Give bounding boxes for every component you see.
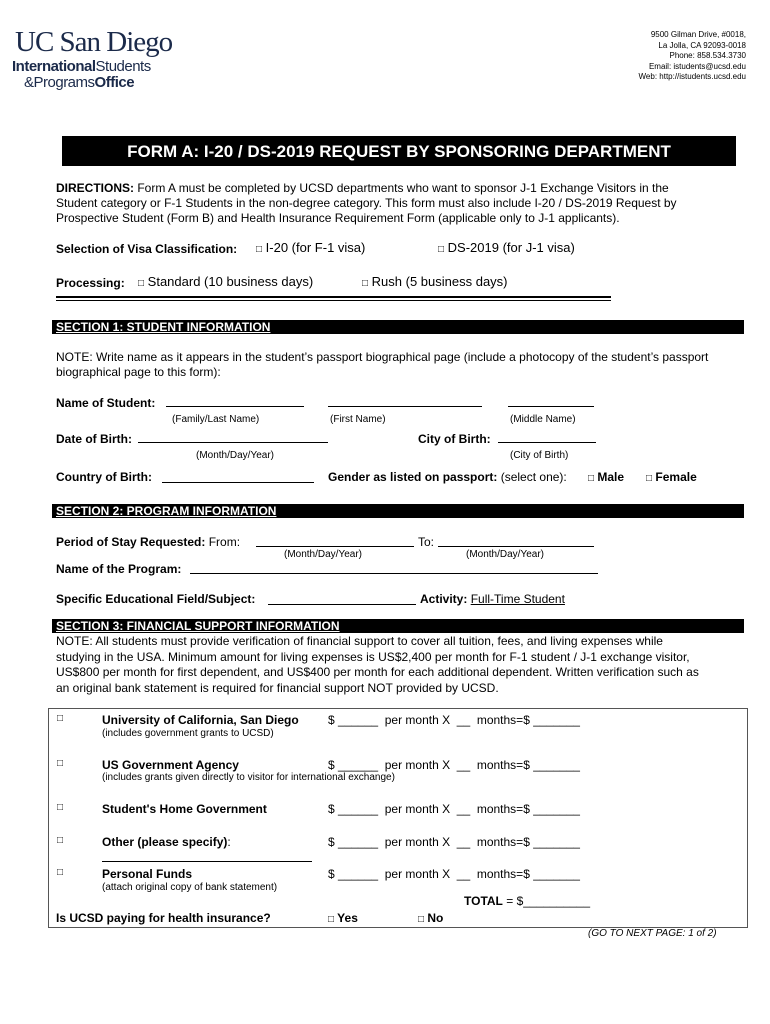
program-label: Name of the Program: <box>56 562 182 576</box>
funding-source-us-government: US Government Agency <box>102 758 239 772</box>
insurance-no-option[interactable]: □ No <box>418 911 444 925</box>
gender-select-hint: (select one): <box>500 470 567 484</box>
processing-option-rush[interactable]: □ Rush (5 business days) <box>362 274 508 289</box>
funding-source-home-government: Student's Home Government <box>102 802 267 816</box>
city-of-birth-hint: (City of Birth) <box>510 450 569 461</box>
period-label: Period of Stay Requested: <box>56 535 206 549</box>
funding-checkbox-ucsd[interactable]: □ <box>57 713 64 724</box>
funding-amount-row-other[interactable]: $ ______ per month X __ months=$ _______ <box>328 835 580 849</box>
directions <box>56 181 756 226</box>
funding-amount-row-personal-funds[interactable]: $ ______ per month X __ months=$ _______ <box>328 867 580 881</box>
family-name-field[interactable] <box>166 406 304 407</box>
funding-source-us-government-note: (includes grants given directly to visitor for international exchange) <box>102 772 395 783</box>
logo-line3: &ProgramsOffice <box>24 74 135 91</box>
country-of-birth-label: Country of Birth: <box>56 470 152 484</box>
divider-double <box>56 296 611 301</box>
address-street: 9500 Gilman Drive, #0018, <box>650 30 746 39</box>
activity-label: Activity: <box>420 592 468 606</box>
first-name-field[interactable] <box>328 406 482 407</box>
period-row <box>56 535 240 549</box>
first-name-hint: (First Name) <box>330 414 386 425</box>
visa-option-i20[interactable]: □ I-20 (for F-1 visa) <box>256 240 366 255</box>
insurance-label: Is UCSD paying for health insurance? <box>56 911 271 925</box>
period-to-field[interactable] <box>438 546 594 547</box>
section1-title: SECTION 1: STUDENT INFORMATION <box>56 320 271 334</box>
address-phone: Phone: 858.534.3730 <box>669 51 746 60</box>
funding-source-personal-funds: Personal Funds <box>102 867 193 881</box>
address-city: La Jolla, CA 92093-0018 <box>658 40 746 50</box>
directions-label: DIRECTIONS: <box>56 181 134 195</box>
funding-source-ucsd: University of California, San Diego <box>102 713 299 727</box>
address-web: Web: http://istudents.ucsd.edu <box>638 72 746 81</box>
insurance-yes-option[interactable]: □ Yes <box>328 911 358 925</box>
gender-label: Gender as listed on passport: <box>328 470 498 484</box>
funding-checkbox-home-government[interactable]: □ <box>57 802 64 813</box>
funding-amount-row-us-government[interactable]: $ ______ per month X __ months=$ _______ <box>328 758 580 772</box>
gender-row <box>328 470 567 484</box>
directions-line3: Prospective Student (Form B) and Health Insurance Requirement Form (applicable only to J-1 applicants). <box>56 211 620 225</box>
period-to-label: To: <box>418 535 435 549</box>
dob-field[interactable] <box>138 442 328 443</box>
logo-line2: InternationalStudents <box>12 58 151 75</box>
processing-label: Processing: <box>56 276 125 290</box>
funding-checkbox-personal-funds[interactable]: □ <box>57 867 64 878</box>
activity-row <box>420 592 565 606</box>
middle-name-hint: (Middle Name) <box>510 414 576 425</box>
field-label: Specific Educational Field/Subject: <box>56 592 256 606</box>
program-field[interactable] <box>190 573 598 574</box>
activity-value: Full-Time Student <box>470 592 565 606</box>
section3-note: NOTE: All students must provide verification of financial support to cover all tuition, fees, and living expenses while studying in the USA. Minimum amount for living expenses is US$2,400 per month for F-1 student / J-1 exchange visitor, US$800 per month for first dependent, and US$400 per month for each additional dependent. Written verification such as an original bank statement is required for financial support NOT provided by UCSD. <box>56 634 699 695</box>
funding-checkbox-other[interactable]: □ <box>57 835 64 846</box>
checkbox-icon[interactable]: □ <box>588 473 595 484</box>
funding-source-personal-funds-note: (attach original copy of bank statement) <box>102 882 278 893</box>
section1-header <box>52 320 744 334</box>
total-label: TOTAL <box>464 894 503 908</box>
funding-source-other: Other (please specify): <box>102 835 231 849</box>
dob-label: Date of Birth: <box>56 432 132 446</box>
section2-header <box>52 504 744 518</box>
dob-hint: (Month/Day/Year) <box>196 450 274 461</box>
section2-title: SECTION 2: PROGRAM INFORMATION <box>56 504 277 518</box>
other-specify-field[interactable] <box>102 861 312 862</box>
visa-option-ds2019[interactable]: □ DS-2019 (for J-1 visa) <box>438 240 575 255</box>
total-row[interactable]: TOTAL = $__________ <box>464 894 590 908</box>
period-from-hint: (Month/Day/Year) <box>284 549 362 560</box>
period-to-hint: (Month/Day/Year) <box>466 549 544 560</box>
family-name-hint: (Family/Last Name) <box>172 414 260 425</box>
address-email: Email: istudents@ucsd.edu <box>648 61 746 71</box>
directions-line2: Student category or F-1 Students in the non-degree category. This form must also include I-20 / DS-2019 Request by <box>56 196 677 210</box>
directions-line1: Form A must be completed by UCSD departments who want to sponsor J-1 Exchange Visitors in the <box>137 181 669 195</box>
funding-checkbox-us-government[interactable]: □ <box>57 758 64 769</box>
checkbox-icon[interactable]: □ <box>138 278 145 289</box>
section3-title: SECTION 3: FINANCIAL SUPPORT INFORMATION <box>56 619 340 633</box>
footer-next-page: (GO TO NEXT PAGE: 1 of 2) <box>588 928 717 939</box>
checkbox-icon[interactable]: □ <box>438 244 445 255</box>
total-field[interactable]: __________ <box>523 894 590 908</box>
processing-option-standard[interactable]: □ Standard (10 business days) <box>138 274 314 289</box>
gender-male-option[interactable]: □ Male <box>588 470 625 484</box>
country-of-birth-field[interactable] <box>162 482 314 483</box>
visa-label: Selection of Visa Classification: <box>56 242 238 256</box>
address-block <box>639 30 746 83</box>
logo-ucsd: UC San Diego <box>15 26 173 58</box>
city-of-birth-field[interactable] <box>498 442 596 443</box>
checkbox-icon[interactable]: □ <box>418 914 425 925</box>
checkbox-icon[interactable]: □ <box>646 473 653 484</box>
checkbox-icon[interactable]: □ <box>256 244 263 255</box>
section3-header <box>52 619 744 633</box>
name-label: Name of Student: <box>56 396 156 410</box>
city-of-birth-label: City of Birth: <box>418 432 491 446</box>
checkbox-icon[interactable]: □ <box>328 914 335 925</box>
field-subject-field[interactable] <box>268 604 416 605</box>
financial-support-box <box>48 708 748 928</box>
form-title: FORM A: I-20 / DS-2019 REQUEST BY SPONSORING DEPARTMENT <box>127 142 671 161</box>
middle-name-field[interactable] <box>508 406 594 407</box>
gender-female-option[interactable]: □ Female <box>646 470 697 484</box>
funding-source-ucsd-note: (includes government grants to UCSD) <box>102 728 274 739</box>
funding-amount-row-home-government[interactable]: $ ______ per month X __ months=$ _______ <box>328 802 580 816</box>
checkbox-icon[interactable]: □ <box>362 278 369 289</box>
period-from-field[interactable] <box>256 546 414 547</box>
period-from-label: From: <box>208 535 241 549</box>
section1-note: NOTE: Write name as it appears in the student’s passport biographical page (include a photocopy of the student’s passport biographical page to this form): <box>56 350 709 379</box>
funding-amount-row-ucsd[interactable]: $ ______ per month X __ months=$ _______ <box>328 713 580 727</box>
